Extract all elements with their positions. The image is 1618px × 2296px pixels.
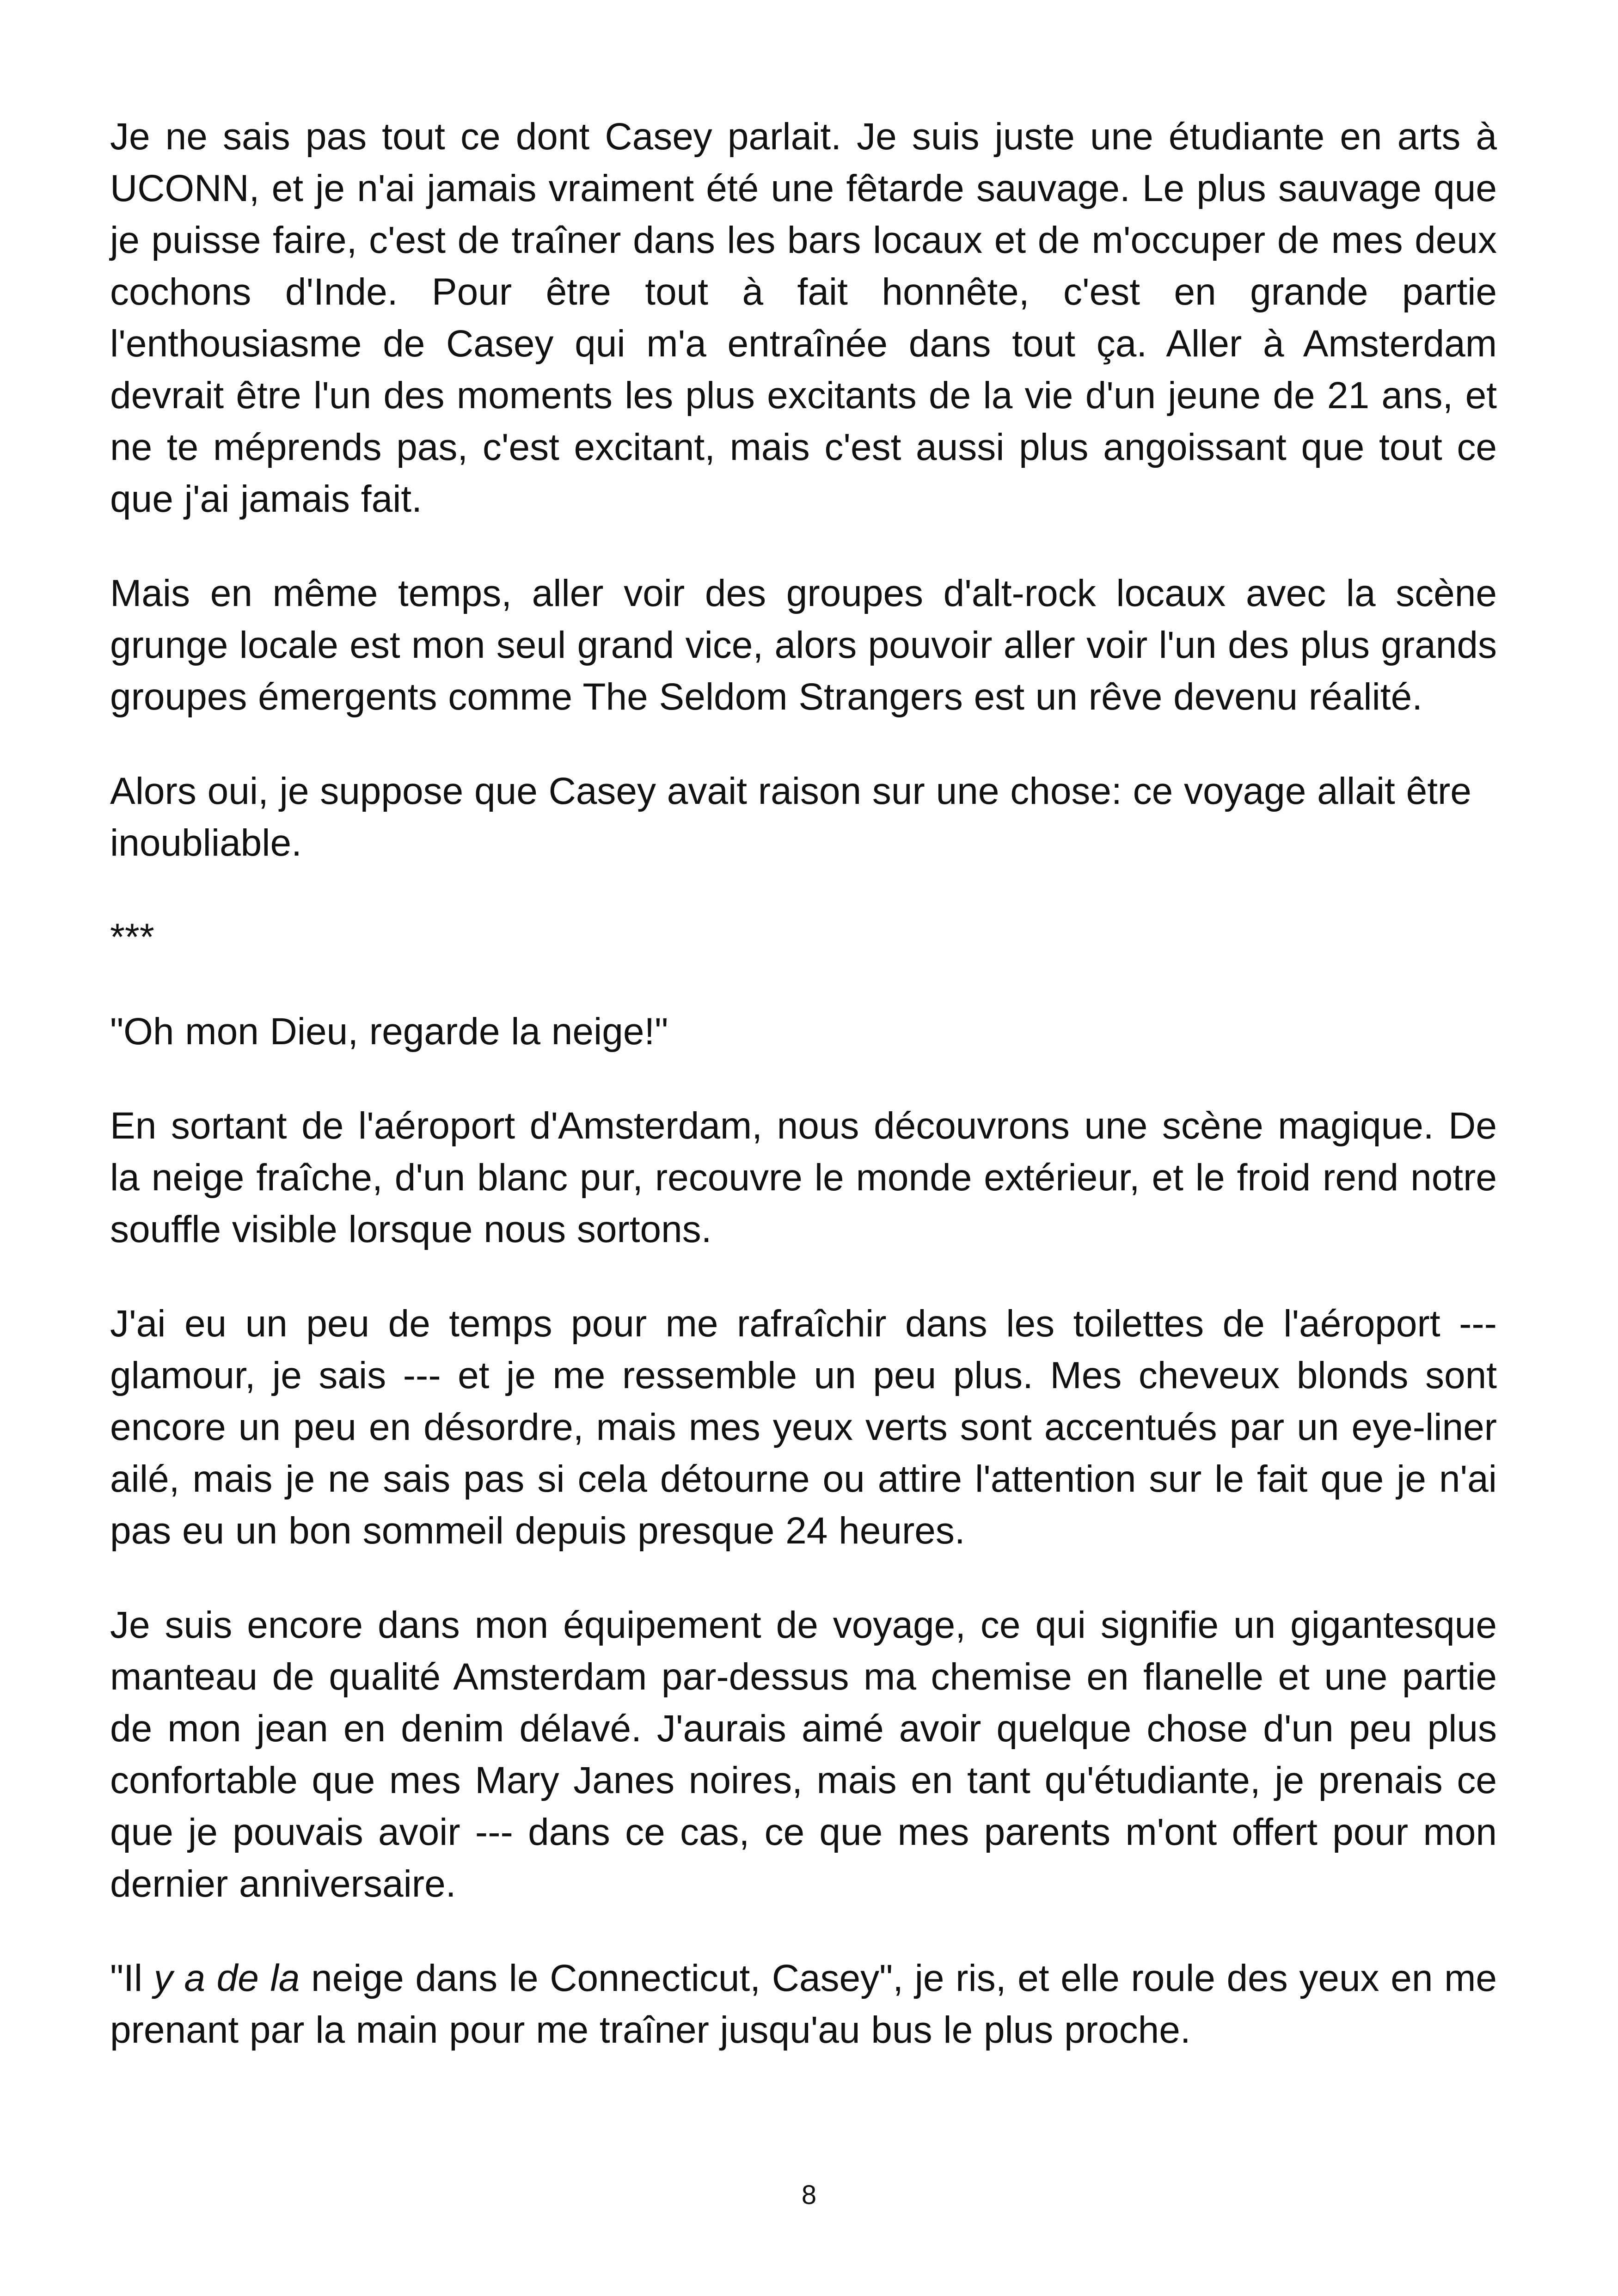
- paragraph-8-part-1: "Il: [110, 1957, 154, 1999]
- paragraph-7: Je suis encore dans mon équipement de voyage, ce qui signifie un gigantesque manteau de qualité Amsterdam par-dessus ma chemise en flanelle et une partie de mon jean en denim délavé. J'aurais aimé avoir quelque chose d'un peu plus confortable que mes Mary Janes noires, mais en tant qu'étudiante, je prenais ce que je pouvais avoir --- dans ce cas, ce que mes parents m'ont offert pour mon dernier anniversaire.: [110, 1604, 1497, 1905]
- paragraph-6: J'ai eu un peu de temps pour me rafraîchir dans les toilettes de l'aéroport --- glamour, je sais --- et je me ressemble un peu plus. Mes cheveux blonds sont encore un peu en désordre, mais mes yeux verts sont accentués par un eye-liner ailé, mais je ne sais pas si cela détourne ou attire l'attention sur le fait que je n'ai pas eu un bon sommeil depuis presque 24 heures.: [110, 1303, 1497, 1552]
- paragraph-8-italic: y a de la: [153, 1957, 300, 1999]
- paragraph-1: Je ne sais pas tout ce dont Casey parlait. Je suis juste une étudiante en arts à UCONN, et je n'ai jamais vraiment été une fêtarde sauvage. Le plus sauvage que je puisse faire, c'est de traîner dans les bars locaux et de m'occuper de mes deux cochons d'Inde. Pour être tout à fait honnête, c'est en grande partie l'enthousiasme de Casey qui m'a entraînée dans tout ça. Aller à Amsterdam devrait être l'un des moments les plus excitants de la vie d'un jeune de 21 ans, et ne te méprends pas, c'est excitant, mais c'est aussi plus angoissant que tout ce que j'ai jamais fait.: [110, 116, 1497, 520]
- paragraph-8: [110, 1953, 1497, 2056]
- paragraph-5: En sortant de l'aéroport d'Amsterdam, nous découvrons une scène magique. De la neige fraîche, d'un blanc pur, recouvre le monde extérieur, et le froid rend notre souffle visible lorsque nous sortons.: [110, 1105, 1497, 1250]
- page-number: 8: [801, 2180, 817, 2210]
- paragraph-4: "Oh mon Dieu, regarde la neige!": [110, 1010, 668, 1053]
- document-page: [110, 111, 1497, 2099]
- paragraph-2: Mais en même temps, aller voir des groupes d'alt-rock locaux avec la scène grunge locale est mon seul grand vice, alors pouvoir aller voir l'un des plus grands groupes émergents comme The Seldom Strangers est un rêve devenu réalité.: [110, 572, 1497, 718]
- paragraph-3: Alors oui, je suppose que Casey avait raison sur une chose: ce voyage allait être inoubliable.: [110, 770, 1471, 864]
- paragraph-8-part-2: neige dans le Connecticut, Casey", je ris, et elle roule des yeux en me prenant par la main pour me traîner jusqu'au bus le plus proche.: [110, 1957, 1497, 2051]
- scene-separator: ***: [110, 916, 154, 958]
